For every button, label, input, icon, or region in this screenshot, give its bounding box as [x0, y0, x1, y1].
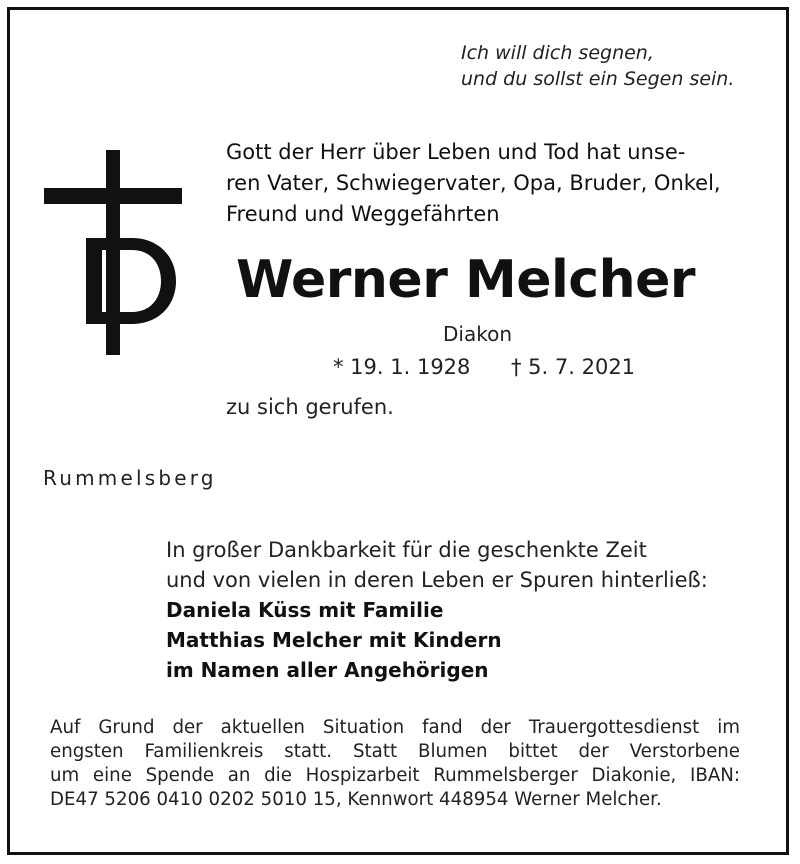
intro-line: ren Vater, Schwiegervater, Opa, Bruder, Onkel, [226, 171, 721, 195]
deceased-title: Diakon [443, 322, 512, 346]
cross-vertical-beam [106, 150, 120, 355]
intro-text [226, 137, 746, 230]
d-shape [86, 238, 176, 324]
notice-line: um eine Spende an die Hospizarbeit Rummelsberger Diakonie, IBAN: [50, 765, 740, 786]
called-home-text: zu sich gerufen. [226, 395, 394, 419]
thanks-line: und von vielen in deren Leben er Spuren hinterließ: [166, 568, 708, 592]
verse-line: Ich will dich segnen, [461, 42, 654, 64]
birth-date: * 19. 1. 1928 [333, 355, 471, 379]
mourners-list [166, 595, 502, 685]
thanks-text [166, 535, 708, 595]
cross-chi-rho-icon [40, 142, 186, 362]
intro-line: Freund und Weggefährten [226, 202, 500, 226]
cross-horizontal-beam [44, 188, 182, 204]
mourner-line: Matthias Melcher mit Kindern [166, 628, 502, 652]
notice-line: DE47 5206 0410 0202 5010 15, Kennwort 448954 Werner Melcher. [50, 789, 662, 810]
verse-line: und du sollst ein Segen sein. [461, 68, 735, 90]
bible-verse [461, 40, 734, 92]
place-name: Rummelsberg [43, 466, 217, 490]
deceased-name: Werner Melcher [236, 250, 696, 310]
notice-line: engsten Familienkreis statt. Statt Blumen bittet der Verstorbene [50, 741, 740, 762]
notice-line: Auf Grund der aktuellen Situation fand der Trauergottesdienst im [50, 717, 740, 738]
funeral-notice [50, 716, 740, 812]
thanks-line: In großer Dankbarkeit für die geschenkte Zeit [166, 538, 647, 562]
mourner-line: im Namen aller Angehörigen [166, 658, 489, 682]
mourner-line: Daniela Küss mit Familie [166, 598, 444, 622]
intro-line: Gott der Herr über Leben und Tod hat unse- [226, 140, 686, 164]
death-date: † 5. 7. 2021 [511, 355, 636, 379]
